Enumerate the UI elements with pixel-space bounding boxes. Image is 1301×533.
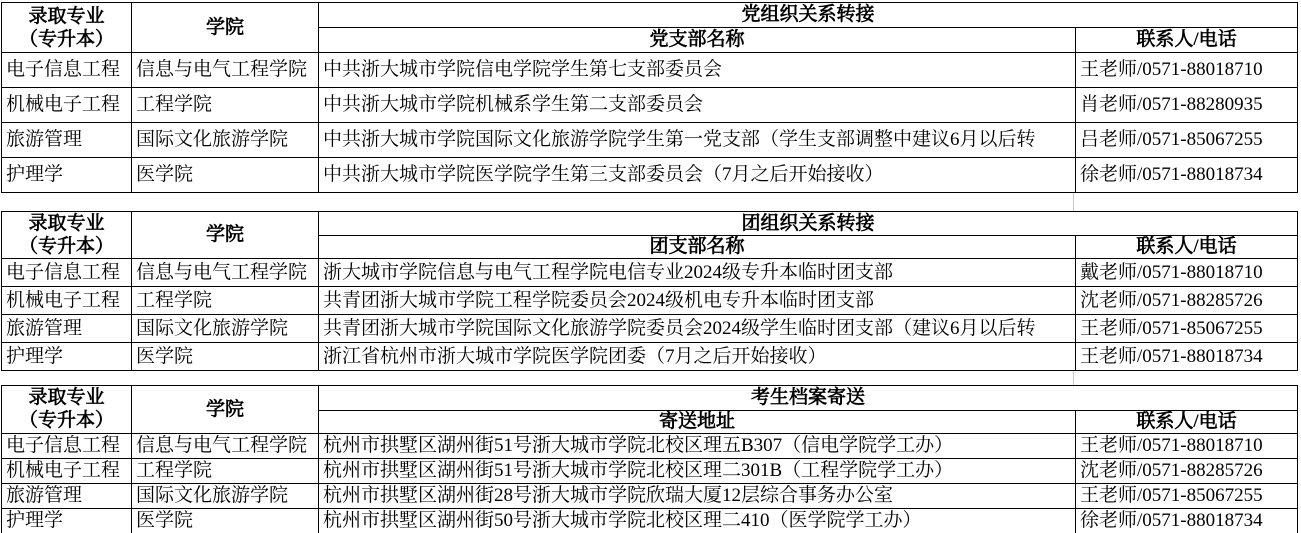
cell-contact: 徐老师/0571-88018734 [1076, 508, 1298, 533]
table-row [2, 53, 1298, 88]
header-major-line1: 录取专业 [28, 213, 105, 234]
cell-college: 信息与电气工程学院 [132, 433, 319, 458]
table-header-row [2, 386, 1298, 411]
table-row [2, 508, 1298, 533]
header-college: 学院 [132, 3, 319, 53]
table-row [2, 433, 1298, 458]
table-row [2, 158, 1298, 193]
table-row [2, 343, 1298, 371]
cell-contact: 吕老师/0571-85067255 [1076, 123, 1298, 158]
cell-college: 信息与电气工程学院 [132, 259, 319, 287]
league-transfer-table [1, 211, 1298, 371]
cell-mail-address: 杭州市拱墅区湖州街28号浙大城市学院欣瑞大厦12层综合事务办公室 [319, 483, 1076, 508]
cell-contact: 徐老师/0571-88018734 [1076, 158, 1298, 193]
cell-contact: 王老师/0571-85067255 [1076, 315, 1298, 343]
cell-college: 工程学院 [132, 458, 319, 483]
cell-college: 信息与电气工程学院 [132, 53, 319, 88]
table-header-row [2, 212, 1298, 236]
header-branch-name: 党支部名称 [319, 28, 1076, 53]
table-row [2, 88, 1298, 123]
cell-branch-name: 中共浙大城市学院医学院学生第三支部委员会（7月之后开始接收） [319, 158, 1076, 193]
group-header: 党组织关系转接 [319, 3, 1298, 28]
group-header: 团组织关系转接 [319, 212, 1298, 236]
group-header: 考生档案寄送 [319, 386, 1298, 411]
cell-college: 医学院 [132, 158, 319, 193]
header-college: 学院 [132, 212, 319, 259]
table-gap [0, 193, 1301, 211]
cell-branch-name: 浙江省杭州市浙大城市学院医学院团委（7月之后开始接收） [319, 343, 1076, 371]
header-major [2, 3, 132, 53]
cell-major: 旅游管理 [2, 123, 132, 158]
header-major-line2: （专升本） [18, 236, 114, 257]
cell-college: 医学院 [132, 343, 319, 371]
cell-mail-address: 杭州市拱墅区湖州街50号浙大城市学院北校区理二410（医学院学工办） [319, 508, 1076, 533]
cell-branch-name: 共青团浙大城市学院国际文化旅游学院委员会2024级学生临时团支部（建议6月以后转 [319, 315, 1076, 343]
cell-major: 旅游管理 [2, 315, 132, 343]
header-mail-address: 寄送地址 [319, 411, 1076, 434]
header-contact: 联系人/电话 [1076, 28, 1298, 53]
table-row [2, 458, 1298, 483]
header-contact: 联系人/电话 [1076, 236, 1298, 259]
cell-branch-name: 中共浙大城市学院信电学院学生第七支部委员会 [319, 53, 1076, 88]
header-major-line2: （专升本） [18, 410, 114, 432]
table-row [2, 287, 1298, 315]
cell-college: 工程学院 [132, 287, 319, 315]
cell-contact: 王老师/0571-88018734 [1076, 343, 1298, 371]
party-transfer-table [1, 2, 1298, 193]
cell-branch-name: 共青团浙大城市学院工程学院委员会2024级机电专升本临时团支部 [319, 287, 1076, 315]
cell-college: 工程学院 [132, 88, 319, 123]
cell-branch-name: 中共浙大城市学院机械系学生第二支部委员会 [319, 88, 1076, 123]
cell-college: 国际文化旅游学院 [132, 483, 319, 508]
header-major-line2: （专升本） [18, 28, 114, 50]
cell-major: 护理学 [2, 508, 132, 533]
header-branch-name: 团支部名称 [319, 236, 1076, 259]
cell-major: 机械电子工程 [2, 88, 132, 123]
header-college: 学院 [132, 386, 319, 434]
cell-major: 机械电子工程 [2, 287, 132, 315]
table-row [2, 259, 1298, 287]
cell-major: 护理学 [2, 158, 132, 193]
cell-contact: 王老师/0571-85067255 [1076, 483, 1298, 508]
cell-major: 旅游管理 [2, 483, 132, 508]
cell-mail-address: 杭州市拱墅区湖州街51号浙大城市学院北校区理二301B（工程学院学工办） [319, 458, 1076, 483]
cell-college: 医学院 [132, 508, 319, 533]
table-gap [0, 371, 1301, 385]
cell-branch-name: 中共浙大城市学院国际文化旅游学院学生第一党支部（学生支部调整中建议6月以后转 [319, 123, 1076, 158]
header-major-line1: 录取专业 [28, 387, 105, 409]
table-row [2, 483, 1298, 508]
cell-major: 电子信息工程 [2, 433, 132, 458]
cell-contact: 王老师/0571-88018710 [1076, 433, 1298, 458]
cell-contact: 王老师/0571-88018710 [1076, 53, 1298, 88]
cell-college: 国际文化旅游学院 [132, 123, 319, 158]
cell-branch-name: 浙大城市学院信息与电气工程学院电信专业2024级专升本临时团支部 [319, 259, 1076, 287]
gridline-tick [1073, 193, 1074, 211]
table-row [2, 315, 1298, 343]
cell-major: 护理学 [2, 343, 132, 371]
header-major [2, 386, 132, 434]
table-header-row [2, 3, 1298, 28]
cell-contact: 戴老师/0571-88018710 [1076, 259, 1298, 287]
archive-mailing-table [1, 385, 1298, 533]
header-major [2, 212, 132, 259]
header-contact: 联系人/电话 [1076, 411, 1298, 434]
cell-contact: 肖老师/0571-88280935 [1076, 88, 1298, 123]
header-major-line1: 录取专业 [28, 5, 105, 27]
cell-contact: 沈老师/0571-88285726 [1076, 458, 1298, 483]
cell-major: 机械电子工程 [2, 458, 132, 483]
cell-contact: 沈老师/0571-88285726 [1076, 287, 1298, 315]
gridline-tick [1073, 371, 1074, 385]
table-row [2, 123, 1298, 158]
cell-major: 电子信息工程 [2, 53, 132, 88]
cell-major: 电子信息工程 [2, 259, 132, 287]
cell-mail-address: 杭州市拱墅区湖州街51号浙大城市学院北校区理五B307（信电学院学工办） [319, 433, 1076, 458]
cell-college: 国际文化旅游学院 [132, 315, 319, 343]
